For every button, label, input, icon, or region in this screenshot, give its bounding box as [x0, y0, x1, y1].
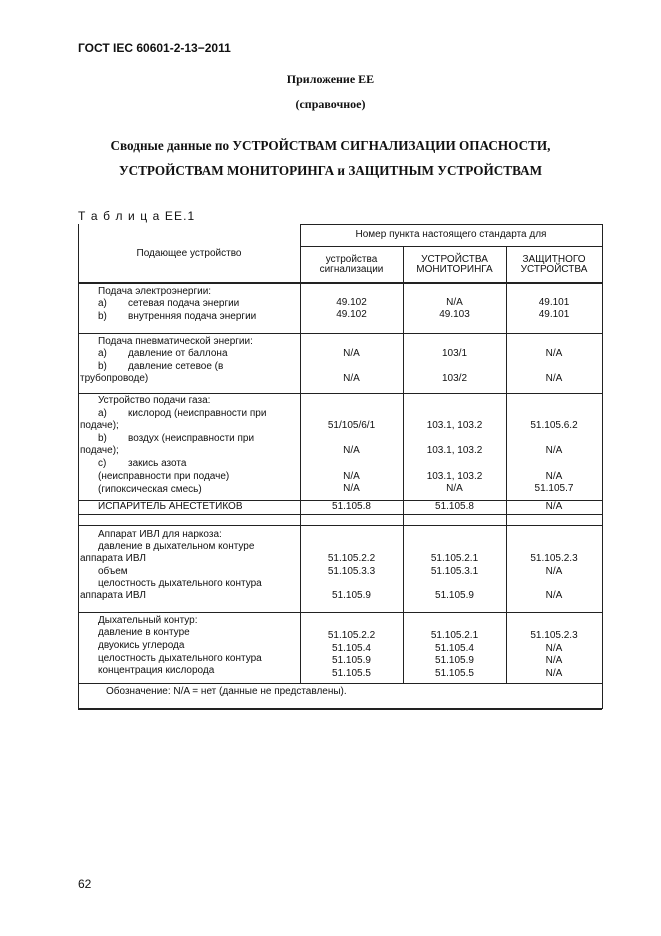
table-rule — [78, 612, 602, 613]
cell-value: 49.101 — [538, 309, 570, 320]
cell-value: 51.105.3.3 — [327, 566, 376, 577]
row-label: (гипоксическая смесь) — [98, 484, 202, 495]
heading-line-1: Сводные данные по УСТРОЙСТВАМ СИГНАЛИЗАЦИИ ОПАСНОСТИ, — [110, 138, 551, 153]
cell-value: 51.105.2.1 — [430, 553, 479, 564]
cell-value: N/A — [343, 348, 360, 359]
row-label: целостность дыхательного контура — [98, 653, 262, 664]
row-label: a) кислород (неисправности при — [98, 408, 267, 419]
table-rule — [78, 333, 602, 334]
column-header-alarm: устройства — [325, 254, 378, 265]
column-header-device: Подающее устройство — [136, 248, 242, 259]
cell-value: 51.105.4 — [435, 643, 474, 654]
cell-value: 49.103 — [439, 309, 470, 320]
table-rule — [78, 683, 602, 684]
row-label: Дыхательный контур: — [98, 615, 198, 626]
row-label: давление в дыхательном контуре — [98, 541, 255, 552]
cell-value: 51.105.6.2 — [530, 420, 578, 431]
cell-value: 51.105.4 — [332, 643, 371, 654]
heading-line-2: УСТРОЙСТВАМ МОНИТОРИНГА и ЗАЩИТНЫМ УСТРОЙСТВАМ — [118, 163, 543, 178]
cell-value: 103.1, 103.2 — [426, 471, 483, 482]
cell-value: 51.105.2.2 — [327, 553, 376, 564]
column-header-alarm: сигнализации — [319, 264, 384, 275]
row-label: ИСПАРИТЕЛЬ АНЕСТЕТИКОВ — [98, 501, 243, 512]
table-rule — [78, 282, 602, 284]
table-rule — [300, 246, 602, 247]
cell-value: 51.105.9 — [332, 655, 371, 666]
cell-value: N/A — [343, 373, 360, 384]
cell-value: 51.105.2.1 — [430, 630, 479, 641]
cell-value: 49.102 — [336, 309, 367, 320]
cell-value: N/A — [545, 348, 563, 359]
cell-value: 103/1 — [441, 348, 468, 359]
table-rule — [78, 393, 602, 394]
cell-value: N/A — [545, 471, 563, 482]
table-footnote: Обозначение: N/A = нет (данные не представлены). — [106, 686, 347, 697]
row-label: a) сетевая подача энергии — [98, 298, 240, 309]
cell-value: 51.105.3.1 — [430, 566, 479, 577]
table-rule — [78, 708, 602, 710]
row-label: аппарата ИВЛ — [80, 590, 146, 601]
row-label: (неисправности при подаче) — [98, 471, 230, 482]
cell-value: N/A — [545, 566, 563, 577]
row-label: Подача электроэнергии: — [98, 286, 212, 297]
cell-value: 51.105.5 — [332, 668, 371, 679]
row-label: c) закись азота — [98, 458, 187, 469]
cell-value: 103.1, 103.2 — [426, 445, 483, 456]
column-header-group: Номер пункта настоящего стандарта для — [355, 229, 547, 240]
row-label: b) давление сетевое (в — [98, 361, 224, 372]
cell-value: N/A — [545, 668, 563, 679]
cell-value: 51/105/6/1 — [327, 420, 376, 431]
table-rule — [602, 224, 603, 709]
cell-value: N/A — [545, 373, 563, 384]
cell-value: 51.105.2.2 — [327, 630, 376, 641]
row-label: целостность дыхательного контура — [98, 578, 262, 589]
cell-value: 103/2 — [441, 373, 468, 384]
table-rule — [78, 514, 602, 515]
cell-value: N/A — [343, 471, 360, 482]
row-label: трубопроводе) — [80, 373, 149, 384]
cell-value: 51.105.8 — [435, 501, 474, 512]
cell-value: N/A — [545, 590, 563, 601]
cell-value: N/A — [545, 445, 563, 456]
row-label: Подача пневматической энергии: — [98, 336, 253, 347]
cell-value: 51.105.5 — [435, 668, 474, 679]
cell-value: 51.105.9 — [435, 590, 474, 601]
row-label: b) воздух (неисправности при — [98, 433, 255, 444]
row-label: давление в контуре — [98, 627, 190, 638]
column-header-protective: УСТРОЙСТВА — [520, 264, 588, 275]
row-label: Аппарат ИВЛ для наркоза: — [98, 529, 222, 540]
annex-title: Приложение ЕЕ — [286, 72, 375, 86]
cell-value: N/A — [446, 297, 463, 308]
row-label: двуокись углерода — [98, 640, 185, 651]
cell-value: N/A — [343, 483, 360, 494]
cell-value: 51.105.2.3 — [530, 630, 578, 641]
document-header: ГОСТ IEC 60601-2-13−2011 — [78, 41, 231, 55]
row-label: Устройство подачи газа: — [98, 395, 211, 406]
column-header-monitoring: МОНИТОРИНГА — [416, 264, 493, 275]
row-label: концентрация кислорода — [98, 665, 215, 676]
cell-value: N/A — [545, 501, 563, 512]
cell-value: 51.105.7 — [534, 483, 574, 494]
cell-value: 51.105.8 — [332, 501, 371, 512]
cell-value: N/A — [545, 643, 563, 654]
cell-value: 51.105.9 — [332, 590, 371, 601]
row-label: объем — [98, 566, 128, 577]
table-caption: Т а б л и ц а ЕЕ.1 — [78, 209, 196, 223]
column-header-monitoring: УСТРОЙСТВА — [421, 254, 488, 265]
cell-value: N/A — [343, 445, 360, 456]
row-label: b) внутренняя подача энергии — [98, 311, 257, 322]
row-label: подаче); — [80, 445, 119, 456]
page-number: 62 — [78, 877, 92, 891]
row-label: a) давление от баллона — [98, 348, 228, 359]
row-label: аппарата ИВЛ — [80, 553, 146, 564]
cell-value: 49.101 — [538, 297, 570, 308]
cell-value: N/A — [446, 483, 463, 494]
cell-value: 51.105.2.3 — [530, 553, 578, 564]
annex-status: (справочное) — [295, 97, 366, 111]
table-rule — [78, 525, 602, 526]
cell-value: 49.102 — [336, 297, 367, 308]
cell-value: 103.1, 103.2 — [426, 420, 483, 431]
table-rule — [300, 224, 602, 225]
column-header-protective: ЗАЩИТНОГО — [522, 254, 586, 265]
row-label: подаче); — [80, 420, 119, 431]
cell-value: N/A — [545, 655, 563, 666]
cell-value: 51.105.9 — [435, 655, 474, 666]
